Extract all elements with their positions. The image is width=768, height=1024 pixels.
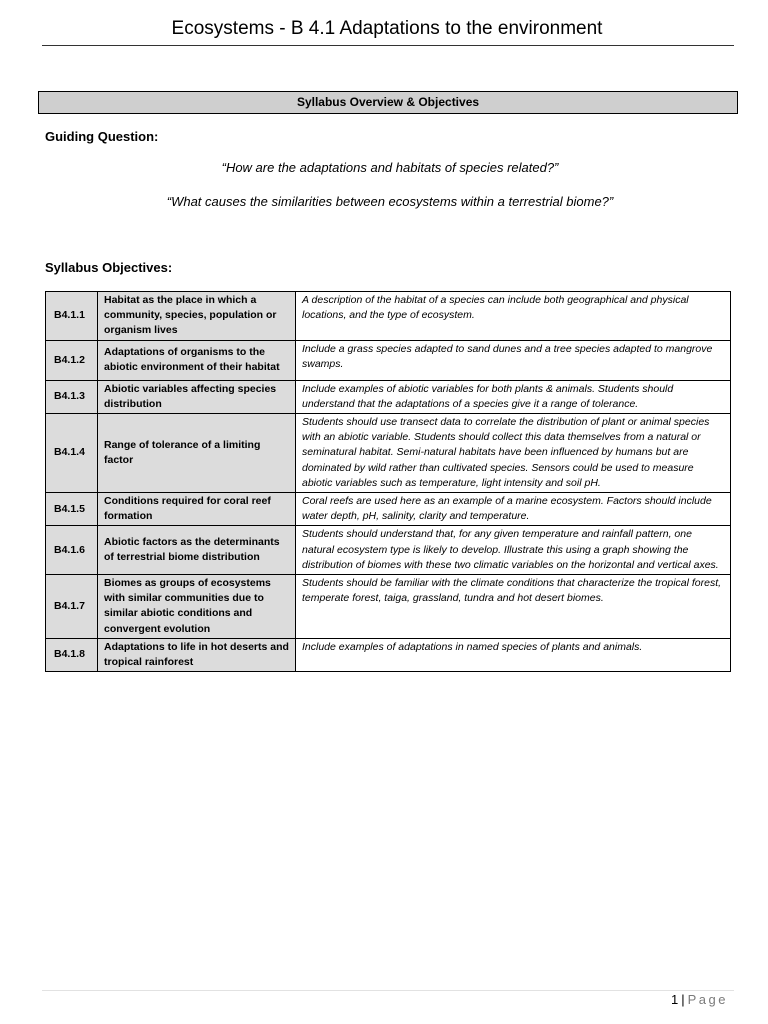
table-row — [46, 638, 731, 671]
objective-guidance: Students should be familiar with the climate conditions that characterize the tropical forest, temperate forest, taiga, grassland, tundra and hot desert biomes. — [296, 575, 731, 639]
page-number: 1 — [671, 992, 679, 1007]
objective-code: B4.1.4 — [46, 414, 98, 493]
guiding-question-2: “What causes the similarities between ecosystems within a terrestrial biome?” — [166, 194, 614, 209]
objective-guidance: Students should use transect data to correlate the distribution of plant or animal species with an abiotic variable. Students should collect this data themselves from a natural or seminatural habitat. Semi-natural habitats have been influenced by humans but are dominated by wild rather than cultivated species. Sensors could be used to measure abiotic variables such as temperature, light intensity and soil pH. — [296, 414, 731, 493]
table-row — [46, 526, 731, 575]
page-separator: | — [681, 992, 685, 1007]
page-footer — [671, 992, 728, 1008]
objective-topic: Abiotic variables affecting species distribution — [98, 380, 296, 413]
page-word: Page — [687, 992, 728, 1007]
guiding-question-1: “How are the adaptations and habitats of species related?” — [221, 160, 559, 175]
objective-code: B4.1.6 — [46, 526, 98, 575]
table-row — [46, 292, 731, 341]
objective-guidance: A description of the habitat of a species can include both geographical and physical locations, and the type of ecosystem. — [296, 292, 731, 341]
objective-guidance: Students should understand that, for any given temperature and rainfall pattern, one natural ecosystem type is likely to develop. Illustrate this using a graph showing the distribution of biomes with these two climatic variables on the horizontal and vertical axes. — [296, 526, 731, 575]
objective-guidance: Include examples of abiotic variables for both plants & animals. Students should understand that the adaptations of a species give it a range of tolerance. — [296, 380, 731, 413]
objective-topic: Conditions required for coral reef formation — [98, 493, 296, 526]
objective-topic: Adaptations to life in hot deserts and tropical rainforest — [98, 638, 296, 671]
syllabus-objectives-heading: Syllabus Objectives: — [45, 260, 173, 275]
objective-code: B4.1.5 — [46, 493, 98, 526]
guiding-question-heading: Guiding Question: — [45, 129, 159, 144]
table-row — [46, 493, 731, 526]
table-row — [46, 380, 731, 413]
objective-code: B4.1.1 — [46, 292, 98, 341]
objective-topic: Abiotic factors as the determinants of terrestrial biome distribution — [98, 526, 296, 575]
objectives-table — [45, 291, 731, 672]
section-banner: Syllabus Overview & Objectives — [38, 91, 738, 114]
objective-code: B4.1.2 — [46, 340, 98, 380]
objective-topic: Adaptations of organisms to the abiotic environment of their habitat — [98, 340, 296, 380]
table-row — [46, 575, 731, 639]
table-row — [46, 340, 731, 380]
document-title: Ecosystems - B 4.1 Adaptations to the environment — [171, 18, 603, 39]
objective-guidance: Coral reefs are used here as an example of a marine ecosystem. Factors should include water depth, pH, salinity, clarity and temperature. — [296, 493, 731, 526]
objective-topic: Biomes as groups of ecosystems with similar communities due to similar abiotic conditions and convergent evolution — [98, 575, 296, 639]
footer-divider — [42, 990, 734, 991]
objective-code: B4.1.7 — [46, 575, 98, 639]
objective-code: B4.1.8 — [46, 638, 98, 671]
objective-topic: Range of tolerance of a limiting factor — [98, 414, 296, 493]
objective-guidance: Include examples of adaptations in named species of plants and animals. — [296, 638, 731, 671]
objective-topic: Habitat as the place in which a community, species, population or organism lives — [98, 292, 296, 341]
title-underline — [42, 45, 734, 46]
objective-code: B4.1.3 — [46, 380, 98, 413]
table-row — [46, 414, 731, 493]
objective-guidance: Include a grass species adapted to sand dunes and a tree species adapted to mangrove swamps. — [296, 340, 731, 380]
